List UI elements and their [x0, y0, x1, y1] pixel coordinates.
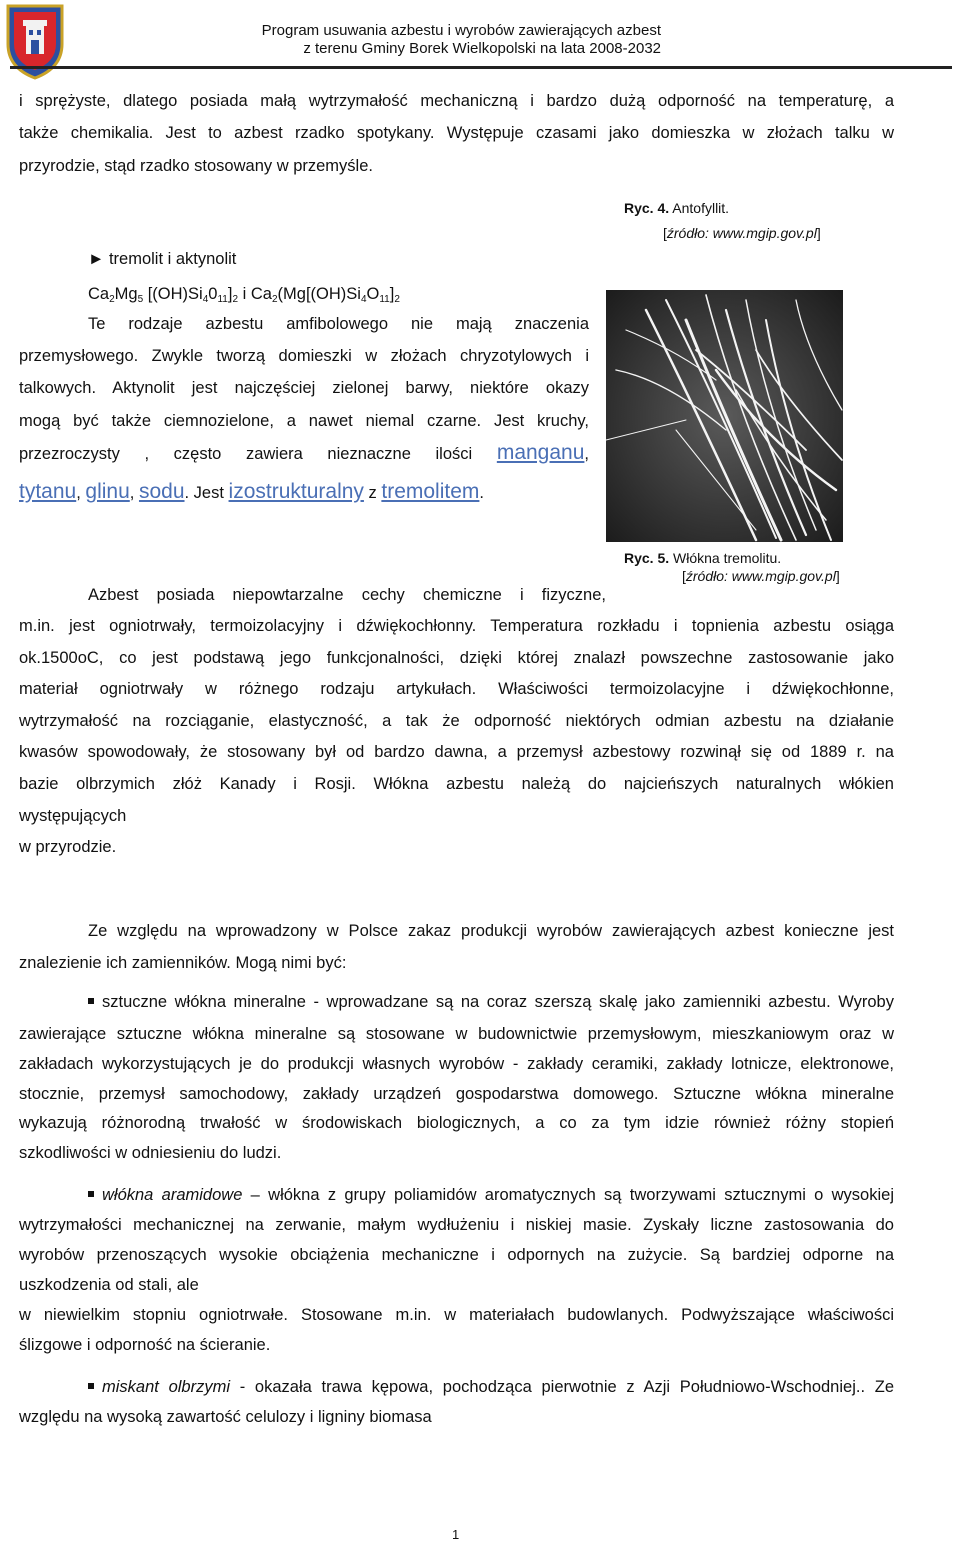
fig5-source-suffix: ]	[835, 568, 840, 584]
zakaz-line: znalezienie ich zamienników. Mogą nimi być:	[19, 954, 347, 972]
tremolit-text: z	[368, 484, 377, 502]
formula-part: (Mg[(OH)Si	[277, 285, 361, 303]
link-manganu[interactable]: manganu	[496, 441, 585, 464]
punct: ,	[129, 484, 135, 502]
fig4-source-prefix: [	[663, 225, 667, 241]
square-bullet-icon	[88, 998, 94, 1004]
link-tytanu[interactable]: tytanu	[19, 480, 77, 503]
azbest-line: kwasów spowodowały, że stosowany był od bardzo dawna, a przemysł azbestowy rozwinął się od 1889 r. na	[19, 743, 894, 761]
intro-line: przyrodzie, stąd rzadko stosowany w przemyśle.	[19, 157, 373, 175]
fig4-caption	[624, 200, 729, 216]
formula-part: i Ca	[238, 285, 272, 303]
fig4-source	[663, 225, 821, 241]
intro-line: także chemikalia. Jest to azbest rzadko spotykany. Występuje czasami jako domieszka w złożach talku w	[19, 124, 894, 142]
tremolit-line-links2	[19, 480, 484, 504]
formula-sub: 4	[360, 294, 367, 305]
header-title-line2: z terenu Gminy Borek Wielkopolski na lata 2008-2032	[303, 40, 661, 57]
bullet2-line: uszkodzenia od stali, ale	[19, 1276, 199, 1294]
azbest-line: materiał ogniotrwały w różnego rodzaju artykułach. Właściwości termoizolacyjne i dźwiękochłonne,	[19, 680, 894, 698]
link-izostrukturalny[interactable]: izostrukturalny	[228, 480, 364, 503]
azbest-line: m.in. jest ogniotrwały, termoizolacyjny i dźwiękochłonny. Temperatura rozkładu i topnienia azbestu osiąga	[19, 617, 894, 635]
azbest-line: bazie olbrzymich złóż Kanady i Rosji. Włókna azbestu należą do najcieńszych naturalnych włókien	[19, 775, 894, 793]
zakaz-line: Ze względu na wprowadzony w Polsce zakaz produkcji wyrobów zawierających azbest konieczne jest	[88, 922, 894, 940]
bullet3-term: miskant olbrzymi	[102, 1378, 230, 1396]
tremolit-text: przezroczysty , często zawiera nieznaczne ilości	[19, 445, 473, 463]
azbest-line: ok.1500oC, co jest podstawą jego funkcjonalności, dzięki której znalazł powszechne zastosowanie jako	[19, 649, 894, 667]
formula-part: Mg	[114, 285, 138, 303]
fig4-label: Ryc. 4.	[624, 200, 670, 216]
fig4-source-text: źródło: www.mgip.gov.pl	[666, 225, 817, 241]
punct: .	[479, 484, 484, 502]
bullet2-text: – włókna z grupy poliamidów aromatycznych są tworzywami sztucznymi o wysokiej	[242, 1186, 894, 1204]
fig5-label: Ryc. 5.	[624, 550, 670, 566]
fig5-source-text: źródło: www.mgip.gov.pl	[685, 568, 836, 584]
fig4-name: Antofyllit.	[672, 200, 730, 216]
formula-sub: 5	[137, 294, 144, 305]
tremolit-text: . Jest	[184, 484, 224, 502]
bullet1-line: stocznie, przemysł samochodowy, zakłady urządzeń gospodarstwa domowego. Sztuczne włókna mineralne	[19, 1085, 894, 1103]
formula-part: 0	[208, 285, 218, 303]
bullet1-line: zawierające sztuczne włókna mineralne są stosowane w budownictwie przemysłowym, mieszkaniowym oraz w	[19, 1025, 894, 1043]
azbest-line: Azbest posiada niepowtarzalne cechy chemiczne i fizyczne,	[88, 586, 606, 604]
fig5-source	[682, 568, 840, 584]
bullet1-line: wykazują różnorodną trwałość w środowiskach biologicznych, a co za tym idzie również różny stopień	[19, 1114, 894, 1132]
bullet2-line: wyrobów przenoszących wysokie obciążenia mechaniczne i odpornych na zużycie. Są bardziej odporne na	[19, 1246, 894, 1264]
tremolite-photo	[606, 290, 843, 542]
tremolit-line-links	[19, 441, 589, 465]
formula-sub: 2	[271, 294, 278, 305]
bullet3-line: względu na wysoką zawartość celulozy i ligniny biomasa	[19, 1408, 432, 1426]
bullet2-term: włókna aramidowe	[102, 1186, 243, 1204]
fig5-caption	[624, 550, 781, 566]
link-glinu[interactable]: glinu	[85, 480, 130, 503]
bullet1-text: sztuczne włókna mineralne - wprowadzane są na coraz szerszą skalę jako zamienniki azbestu. Wyroby	[102, 993, 894, 1011]
bullet1-line: szkodliwości w odniesieniu do ludzi.	[19, 1144, 282, 1162]
formula-part: [(OH)Si	[143, 285, 203, 303]
tremolit-heading-text: tremolit i aktynolit	[108, 250, 237, 268]
formula-part: Ca	[88, 285, 110, 303]
link-sodu[interactable]: sodu	[138, 480, 185, 503]
formula-sub: 2	[109, 294, 115, 305]
azbest-line: wytrzymałość na rozciąganie, elastyczność, a tak że odporność niektórych odmian azbestu na działanie	[19, 712, 894, 730]
formula-part: O	[366, 285, 380, 303]
bullet3-text: - okazała trawa kępowa, pochodząca pierwotnie z Azji Południowo-Wschodniej.. Ze	[230, 1378, 895, 1396]
page-number: 1	[452, 1527, 460, 1542]
bullet2-line: w niewielkim stopniu ogniotrwałe. Stosowane m.in. w materiałach budowlanych. Podwyższające właściwości	[19, 1306, 894, 1324]
square-bullet-icon	[88, 1383, 94, 1389]
bullet2-line: ślizgowe i odporność na ścieranie.	[19, 1336, 271, 1354]
azbest-line: występujących	[19, 807, 127, 825]
formula-sub: 11	[217, 294, 228, 305]
formula-sub: 4	[202, 294, 209, 305]
fiber-image	[606, 290, 843, 542]
tremolit-line: przemysłowego. Zwykle tworzą domieszki w złożach chryzotylowych i	[19, 347, 589, 365]
tremolit-heading	[88, 250, 236, 269]
fig5-name: Włókna tremolitu.	[673, 550, 782, 566]
fig4-source-suffix: ]	[816, 225, 821, 241]
bullet2-line	[88, 1186, 894, 1205]
intro-line: i sprężyste, dlatego posiada małą wytrzymałość mechaniczną i bardzo dużą odporność na temperaturę, a	[19, 92, 894, 110]
azbest-line: w przyrodzie.	[19, 838, 117, 856]
bullet1-line	[88, 993, 894, 1012]
header-title-line1: Program usuwania azbestu i wyrobów zawierających azbest	[261, 22, 661, 39]
tremolit-line: mogą być także ciemnozielone, a nawet niemal czarne. Jest kruchy,	[19, 412, 589, 430]
formula-part: ]	[389, 285, 395, 303]
punct: ,	[76, 484, 81, 502]
header-rule	[10, 66, 952, 69]
fig5-source-prefix: [	[682, 568, 686, 584]
square-bullet-icon	[88, 1191, 94, 1197]
punct: ,	[584, 445, 589, 463]
tremolit-line: Te rodzaje azbestu amfibolowego nie mają znaczenia	[88, 315, 589, 333]
bullet2-line: wytrzymałości mechanicznej na zerwanie, małym wydłużeniu i niskiej masie. Zyskały liczne zastosowania do	[19, 1216, 894, 1234]
bullet1-line: zakładach wykorzystujących je do produkcji własnych wyrobów - zakłady ceramiki, zakłady lotnicze, elektronowe,	[19, 1055, 894, 1073]
link-tremolitem[interactable]: tremolitem	[381, 480, 480, 503]
triangle-bullet-icon: ►	[88, 250, 105, 268]
bullet3-line	[88, 1378, 894, 1397]
chemical-formula	[88, 285, 400, 304]
formula-sub: 2	[394, 294, 400, 305]
tremolit-line: talkowych. Aktynolit jest najczęściej zielonej barwy, niektóre okazy	[19, 379, 589, 397]
formula-sub: 11	[379, 294, 390, 305]
formula-part: ]	[227, 285, 233, 303]
formula-sub: 2	[232, 294, 239, 305]
